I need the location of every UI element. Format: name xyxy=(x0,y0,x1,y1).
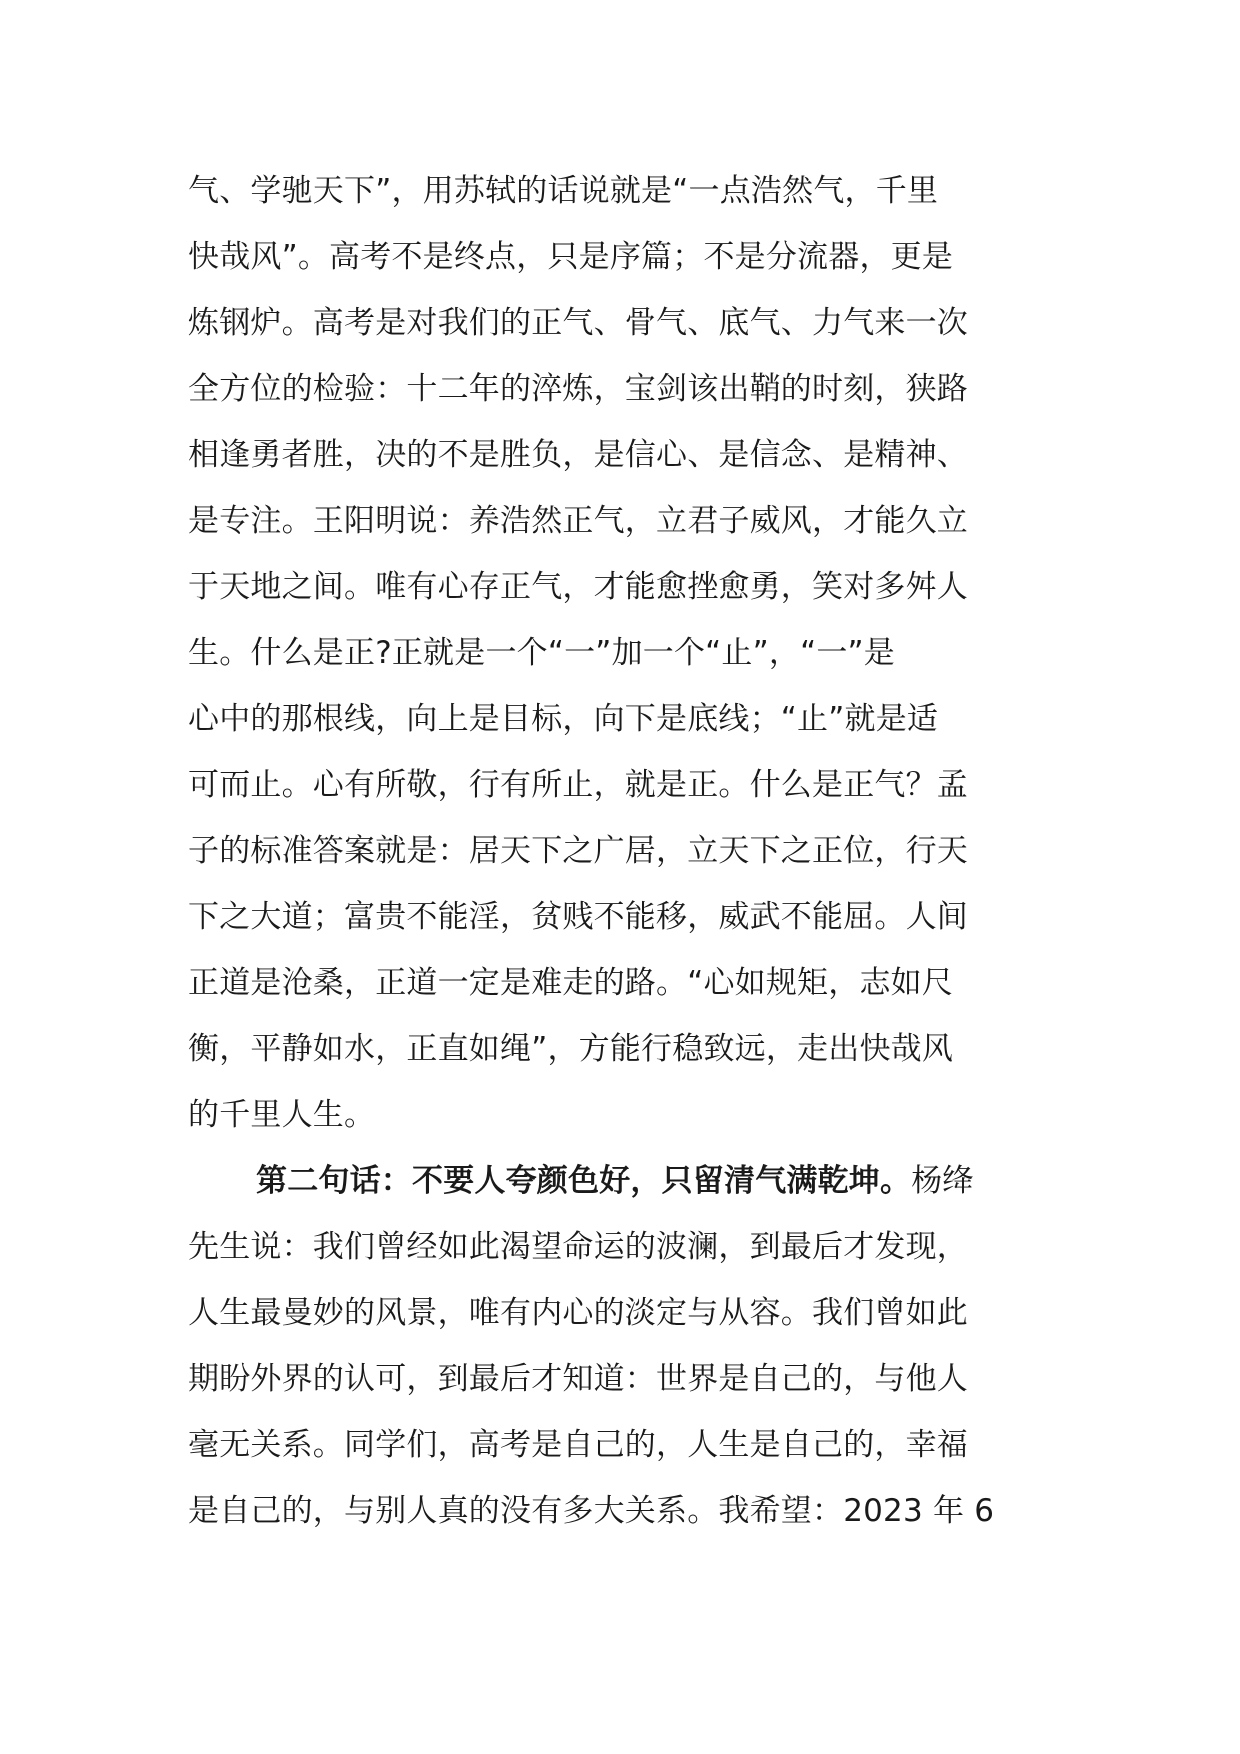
text-line: 心中的那根线，向上是目标，向下是底线；“止”就是适 xyxy=(188,701,939,737)
text-line: 的千里人生。 xyxy=(188,1097,376,1133)
text-line: 相逢勇者胜，决的不是胜负，是信心、是信念、是精神、 xyxy=(188,437,968,473)
text-line: 可而止。心有所敬，行有所止，就是正。什么是正气？孟 xyxy=(188,767,968,803)
text-line: 毫无关系。同学们，高考是自己的，人生是自己的，幸福 xyxy=(188,1427,968,1463)
text-line: 衡，平静如水，正直如绳”，方能行稳致远，走出快哉风 xyxy=(188,1031,954,1067)
text-line: 正道是沧桑，正道一定是难走的路。“心如规矩，志如尺 xyxy=(188,965,954,1001)
text-line: 于天地之间。唯有心存正气，才能愈挫愈勇，笑对多舛人 xyxy=(188,569,968,605)
text-span: 杨绛 xyxy=(911,1163,974,1199)
paragraph-2-first-line xyxy=(188,1148,1058,1214)
text-line: 人生最曼妙的风景，唯有内心的淡定与从容。我们曾如此 xyxy=(188,1295,968,1331)
paragraph-1 xyxy=(188,158,1058,1148)
text-line: 先生说：我们曾经如此渴望命运的波澜，到最后才发现， xyxy=(188,1229,968,1265)
text-line: 全方位的检验：十二年的淬炼，宝剑该出鞘的时刻，狭路 xyxy=(188,371,968,407)
text-line: 气、学驰天下”，用苏轼的话说就是“一点浩然气，千里 xyxy=(188,173,939,209)
text-line: 快哉风”。高考不是终点，只是序篇；不是分流器，更是 xyxy=(188,239,954,275)
text-line: 生。什么是正?正就是一个“一”加一个“止”，“一”是 xyxy=(188,635,896,671)
section-heading: 第二句话：不要人夸颜色好，只留清气满乾坤。 xyxy=(256,1163,912,1199)
text-line: 子的标准答案就是：居天下之广居，立天下之正位，行天 xyxy=(188,833,968,869)
text-line: 是专注。王阳明说：养浩然正气，立君子威风，才能久立 xyxy=(188,503,968,539)
text-line: 下之大道；富贵不能淫，贫贱不能移，威武不能屈。人间 xyxy=(188,899,968,935)
text-line: 期盼外界的认可，到最后才知道：世界是自己的，与他人 xyxy=(188,1361,968,1397)
text-line: 炼钢炉。高考是对我们的正气、骨气、底气、力气来一次 xyxy=(188,305,968,341)
text-line: 是自己的，与别人真的没有多大关系。我希望：2023 年 6 xyxy=(188,1493,995,1529)
paragraph-2 xyxy=(188,1148,1058,1544)
